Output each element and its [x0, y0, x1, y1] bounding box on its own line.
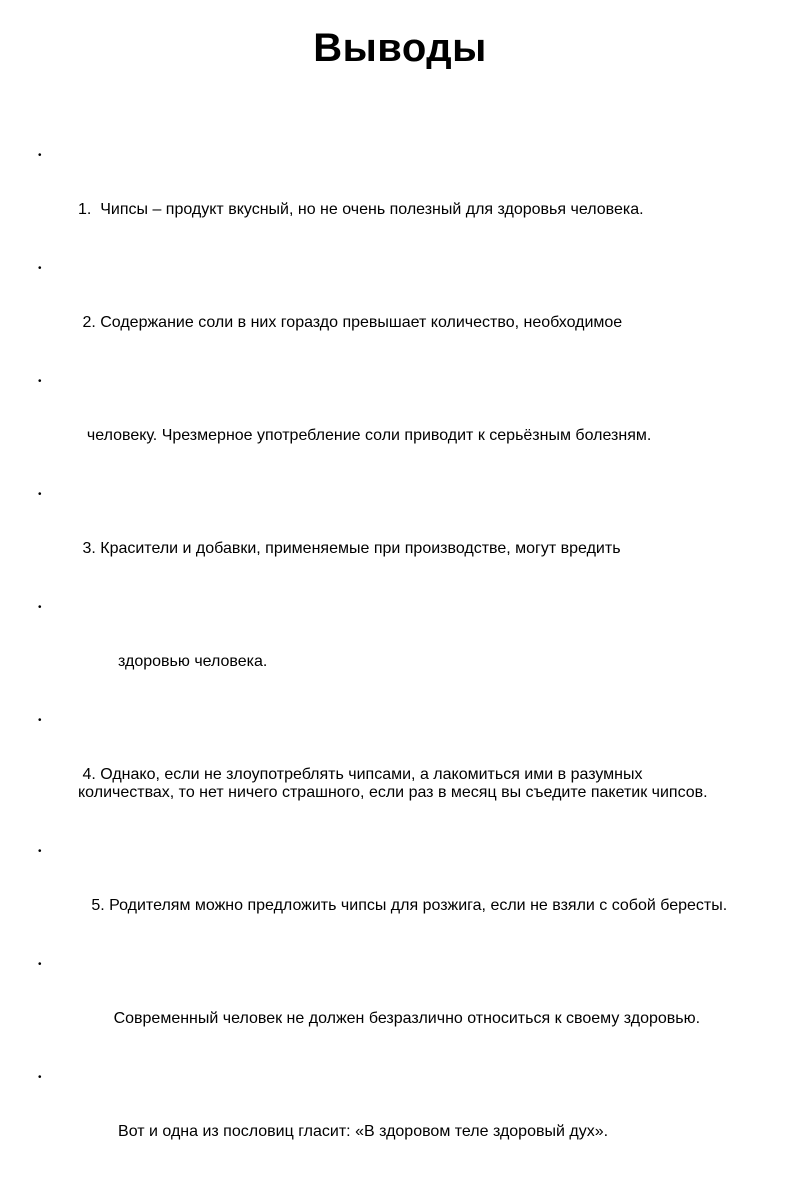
bullet-icon: • — [38, 959, 42, 970]
bullet-icon: • — [38, 376, 42, 387]
list-item-text: Вот и одна из пословиц гласит: «В здоровом теле здоровый дух». — [78, 1123, 609, 1140]
list-item-text: 5. Родителям можно предложить чипсы для розжига, если не взяли с собой бересты. — [78, 897, 728, 914]
bullet-icon: • — [38, 1072, 42, 1083]
bullet-icon: • — [38, 715, 42, 726]
list-item — [38, 712, 738, 838]
list-item — [38, 956, 738, 1064]
bullet-icon: • — [38, 489, 42, 500]
list-item — [38, 373, 738, 481]
list-item-text: человеку. Чрезмерное употребление соли приводит к серьёзным болезням. — [78, 427, 652, 444]
bullet-icon: • — [38, 602, 42, 613]
list-item — [38, 147, 738, 255]
bullet-icon: • — [38, 150, 42, 161]
list-item — [38, 843, 738, 951]
list-item-text: 4. Однако, если не злоупотреблять чипсами, а лакомиться ими в разумных количествах, то нет ничего страшного, если раз в месяц вы съедите пакетик чипсов. — [78, 766, 708, 801]
slide-title: Выводы — [313, 26, 487, 70]
bullet-list — [38, 147, 738, 1182]
list-item — [38, 599, 738, 707]
list-item — [38, 486, 738, 594]
bullet-icon: • — [38, 263, 42, 274]
list-item-text: Современный человек не должен безразлично относиться к своему здоровью. — [78, 1010, 701, 1027]
list-item — [38, 260, 738, 368]
list-item-text: 3. Красители и добавки, применяемые при производстве, могут вредить — [78, 540, 621, 557]
bullet-icon: • — [38, 846, 42, 857]
list-item-text: 1. Чипсы – продукт вкусный, но не очень полезный для здоровья человека. — [78, 201, 644, 218]
list-item-text: 2. Содержание соли в них гораздо превышает количество, необходимое — [78, 314, 623, 331]
list-item — [38, 1069, 738, 1177]
list-item-text: здоровью человека. — [78, 653, 268, 670]
